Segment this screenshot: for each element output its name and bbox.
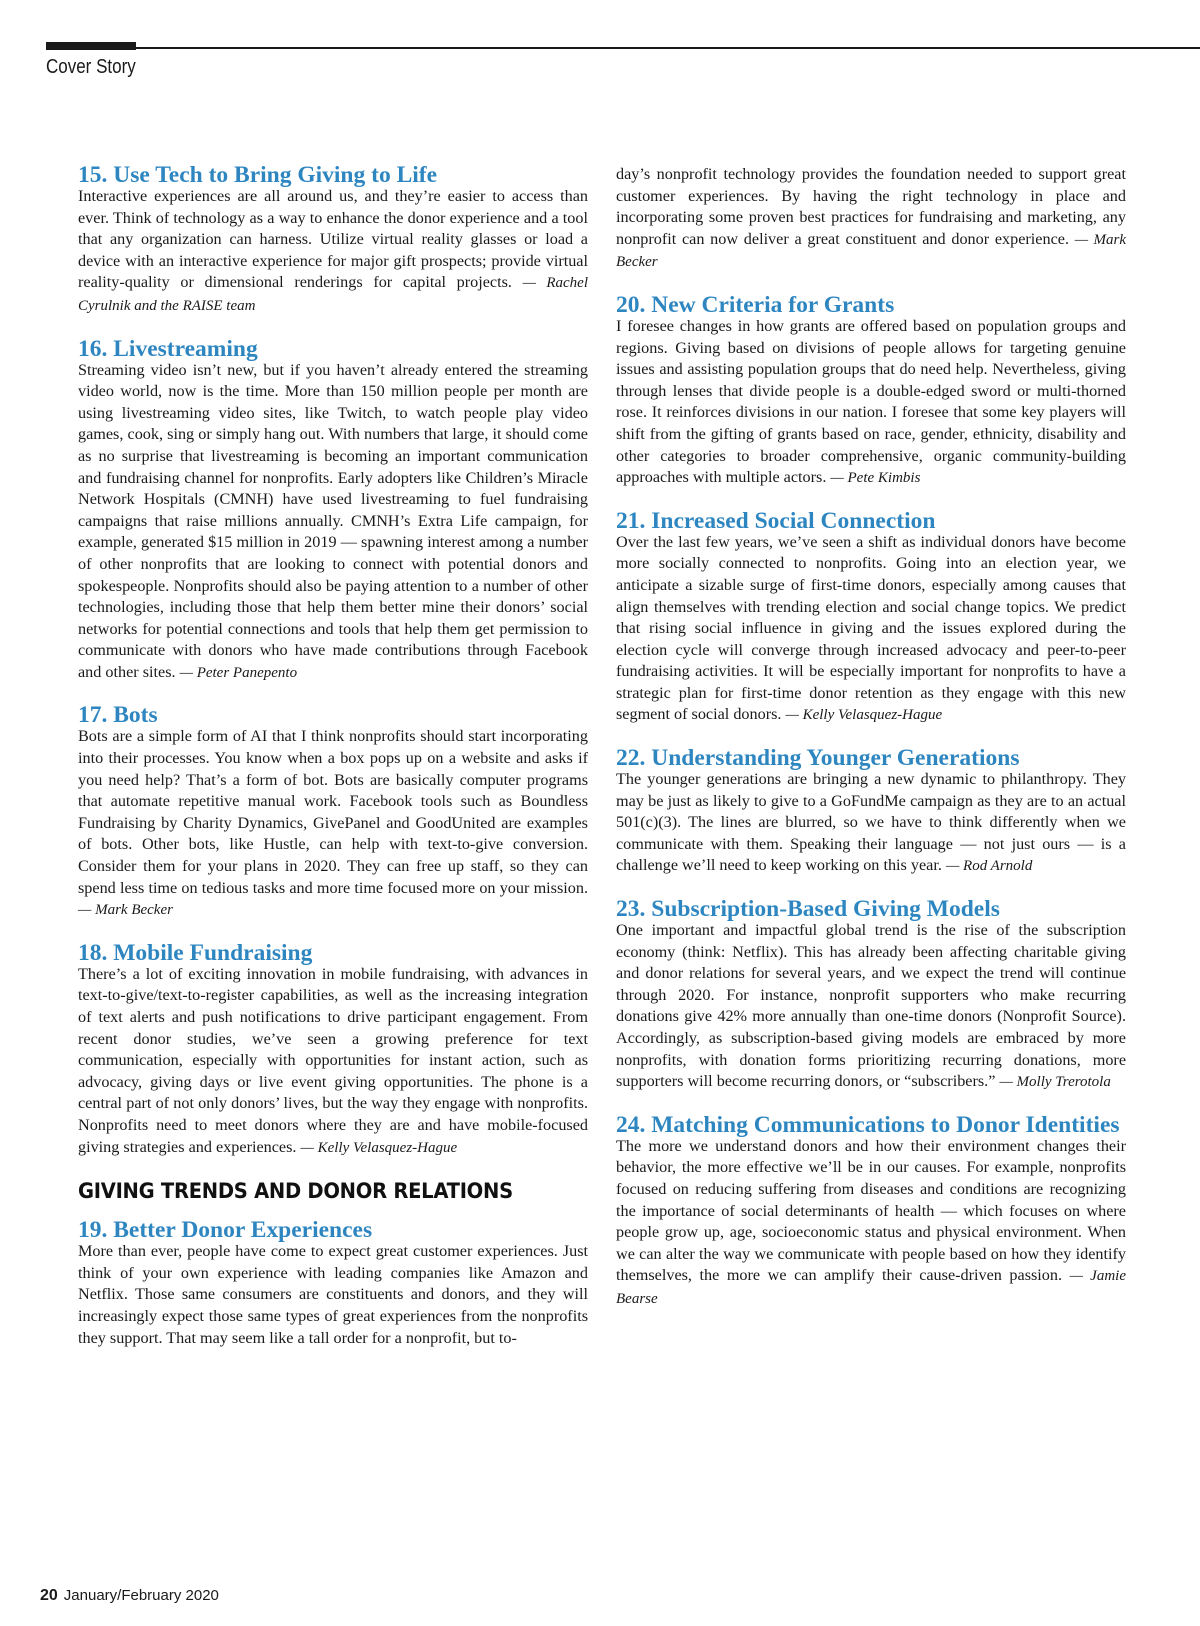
byline: — Peter Panepento [179,664,298,681]
body-text: The younger generations are bringing a new dynamic to philanthropy. They may be just as likely to give to a GoFundMe campaign as they are to an actual 501(c)(3). The lines are blurred, so we have to think differently when we communicate with them. Speaking their language — not just ours — is a challenge we’ll need to keep working on this year. [616,770,1126,875]
body-text: Over the last few years, we’ve seen a shift as individual donors have become more socially connected to nonprofits. Going into an election year, we anticipate a sizable surge of first-time donors, especially among causes that align themselves with trending election and social change topics. We predict that rising social influence in giving and the issues explored during the election cycle will converge through increased advocacy and peer-to-peer fundraising activities. It will be especially important for nonprofits to have a strategic plan for first-time donor retention as they engage with this new segment of social donors. [616,532,1126,724]
article-section-16 [78,335,588,685]
body-text: I foresee changes in how grants are offered based on population groups and regions. Giving based on divisions of people allows for targeting genuine issues and assisting population groups that do need help. Nevertheless, giving through lenses that divide people is a double-edged sword or multi-thorned rose. It reinforces divisions in our nation. I foresee that some key players will shift from the gifting of grants based on race, gender, ethnicity, disability and other categories to broader comprehensive, organic community-building approaches with multiple actors. [616,316,1126,487]
section-body [78,186,588,318]
byline: — Jamie Bearse [616,1268,1126,1307]
body-text: One important and impactful global trend is the rise of the subscription economy (think: Netflix). This has already been affecting charitable giving and donor relations for several years, and we expect the trend will continue through 2020. For instance, nonprofit supporters who make recurring donations give 42% more annually than one-time donors (Nonprofit Source). Accordingly, as subscription-based giving models are embraced by more nonprofits, with donation forms prioritizing recurring donations, more supporters will become recurring donors, or “subscribers.” [616,921,1126,1091]
section-heading: 15. Use Tech to Bring Giving to Life [78,162,438,188]
body-text: More than ever, people have come to expect great customer experiences. Just think of your own experience with leading companies like Amazon and Netflix. Those same consumers are constituents and donors, and they will increasingly expect those same types of great experiences from the nonprofits they support. That may seem like a tall order for a nonprofit, but to- [78,1242,588,1347]
section-heading: 23. Subscription-Based Giving Models [616,896,1000,923]
byline: — Rachel Cyrulnik and the RAISE team [78,275,588,314]
byline: — Rod Arnold [945,858,1033,875]
byline: — Mark Becker [78,902,173,919]
section-body [616,920,1126,1094]
header-rule [46,47,1200,49]
right-column [616,164,1126,1331]
article-section-20 [616,291,1126,490]
article-section-19 [78,1219,588,1349]
issue-date: January/February 2020 [63,1587,219,1604]
section-body [78,360,588,685]
section-heading: 20. New Criteria for Grants [616,291,895,318]
article-section-15 [78,164,588,318]
page-footer [40,1587,219,1605]
section-body [616,769,1126,878]
byline: — Pete Kimbis [830,470,921,487]
section-body [78,1241,588,1349]
body-text: day’s nonprofit technology provides the foundation needed to support great customer experiences. By having the right technology in place and incorporating some proven best practices for fundraising and marketing, any nonprofit can now deliver a great constituent and donor experience. [616,165,1126,248]
section-heading: 21. Increased Social Connection [616,507,936,534]
body-text: Bots are a simple form of AI that I think nonprofits should start incorporating into their processes. You know when a box pops up on a website and asks if you need help? That’s a form of bot. Bots are basically computer programs that automate repetitive manual work. Facebook tools such as Boundless Fundraising by Charity Dynamics, GivePanel and GoodUnited are examples of bots. Other bots, like Hustle, can help with text-to-give conversion. Consider them for your plans in 2020. They can free up staff, so they can spend less time on tedious tasks and more time focused more on your mission. [78,727,588,897]
trends-heading: GIVING TRENDS AND DONOR RELATIONS [78,1179,513,1204]
body-text: Streaming video isn’t new, but if you haven’t already entered the streaming video world, now is the time. More than 150 million people per month are using livestreaming video sites, like Twitch, to watch people play video games, cook, sing or simply hang out. With numbers that large, it should come as no surprise that livestreaming is becoming an important communication and fundraising channel for nonprofits. Early adopters like Children’s Miracle Network Hospitals (CMNH) have used livestreaming to fuel fundraising campaigns that raise millions annually. CMNH’s Extra Life campaign, for example, generated $15 million in 2019 — spawning interest among a number of other nonprofits that are looking to connect with potential donors and spokespeople. Nonprofits should also be paying attention to a number of other technologies, including those that help them better mine their donors’ social networks for potential connections and tools that help them get permission to communicate with donors who have made contributions through Facebook and other sites. [78,360,588,681]
section-heading: 17. Bots [78,702,158,729]
article-section-17 [78,704,588,921]
article-section-18 [78,939,588,1159]
byline: — Kelly Velasquez-Hague [785,707,943,724]
section-label: Cover Story [46,56,136,78]
section-heading: 24. Matching Communications to Donor Identities [616,1111,1120,1138]
article-section-23 [616,898,1126,1094]
article-section-22 [616,747,1126,878]
byline: — Kelly Velasquez-Hague [300,1139,458,1156]
left-column [78,164,588,1369]
section-body [616,316,1126,490]
section-heading: 22. Understanding Younger Generations [616,745,1020,772]
section-body [78,964,588,1159]
article-section-24 [616,1111,1126,1311]
section-body [616,164,1126,274]
article-section-19-continued [616,164,1126,274]
page-number: 20 [40,1587,58,1604]
section-heading: 19. Better Donor Experiences [78,1217,373,1244]
section-heading: 18. Mobile Fundraising [78,939,313,966]
body-text: Interactive experiences are all around us, and they’re easier to access than ever. Think of technology as a way to enhance the donor experience and a tool that any organization can harness. Utilize virtual reality glasses or load a device with an interactive experience for major gift prospects; provide virtual reality-quality or dimensional renderings for capital projects. [78,187,588,292]
article-section-21 [616,507,1126,727]
section-body [616,1136,1126,1311]
section-body [78,726,588,921]
section-heading: 16. Livestreaming [78,335,258,362]
body-text: There’s a lot of exciting innovation in mobile fundraising, with advances in text-to-give/text-to-register capabilities, as well as the increasing integration of text alerts and push notifications to drive participant engagement. From recent donor studies, we’ve seen a growing preference for text communication, especially with opportunities for instant action, such as advocacy, giving days or live event giving opportunities. The phone is a central part of not only donors’ lives, but the way they engage with nonprofits. Nonprofits need to meet donors where they are and have mobile-focused giving strategies and experiences. [78,964,588,1156]
header-rule-tab [46,42,136,50]
section-body [616,532,1126,727]
byline: — Mark Becker [616,231,1126,271]
body-text: The more we understand donors and how their environment changes their behavior, the more effective we’ll be in our causes. For example, nonprofits focused on reducing suffering from diseases and conditions are recognizing the importance of social determinants of health — which focuses on where people grow up, age, socioeconomic status and physical environment. When we can alter the way we communicate with people based on how they identify themselves, the more we can amplify their cause-driven passion. [616,1136,1126,1285]
byline: — Molly Trerotola [999,1074,1111,1091]
